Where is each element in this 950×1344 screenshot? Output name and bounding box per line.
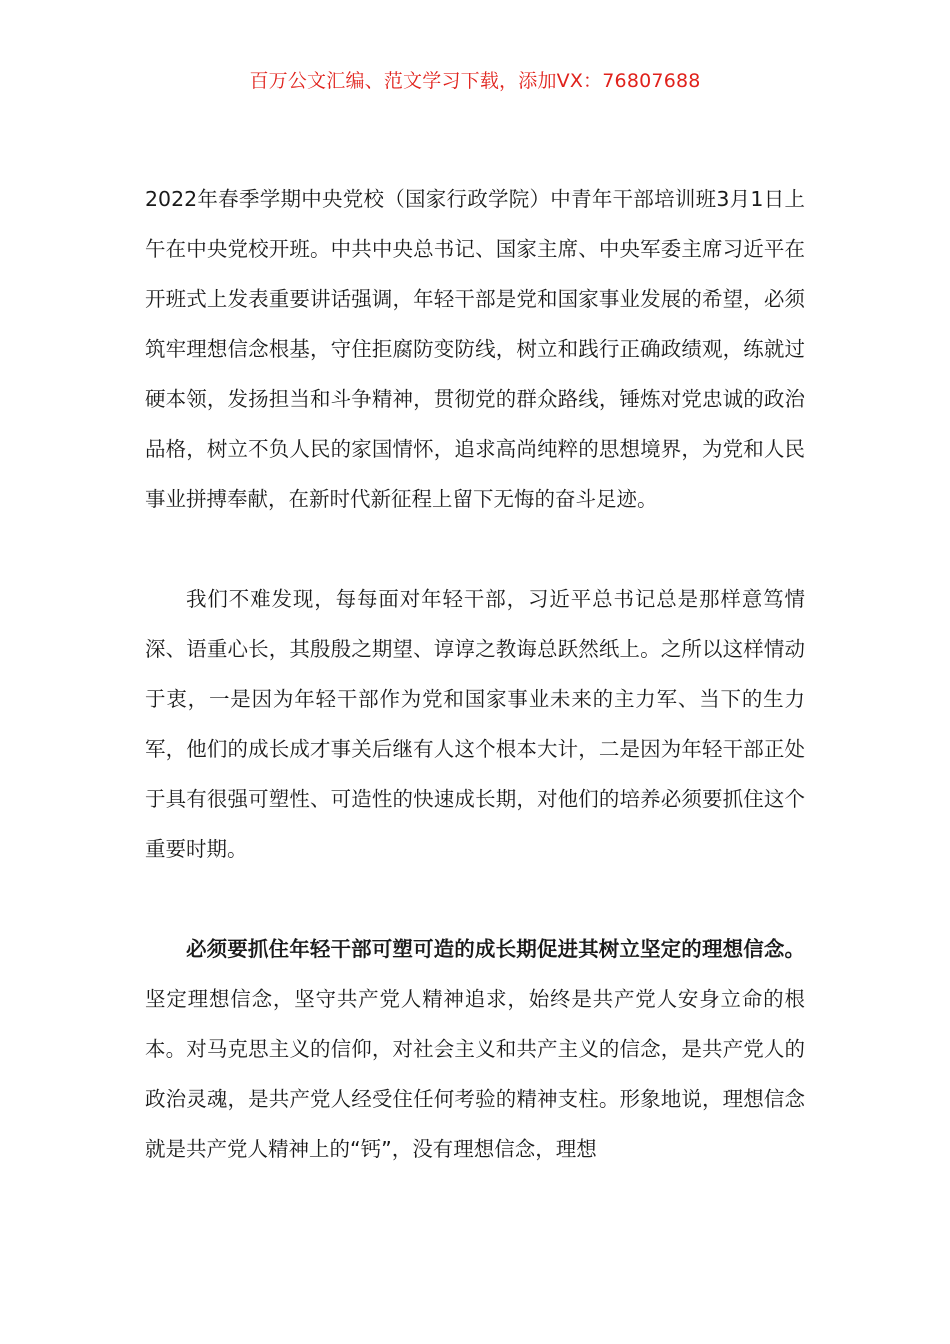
paragraph-intro: 2022年春季学期中央党校（国家行政学院）中青年干部培训班3月1日上午在中央党校开班。中共中央总书记、国家主席、中央军委主席习近平在开班式上发表重要讲话强调，年轻干部是党和国家事业发展的希望，必须筑牢理想信念根基，守住拒腐防变防线，树立和践行正确政绩观，练就过硬本领，发扬担当和斗争精神，贯彻党的群众路线，锤炼对党忠诚的政治品格，树立不负人民的家国情怀，追求高尚纯粹的思想境界，为党和人民事业拼搏奉献，在新时代新征程上留下无悔的奋斗足迹。 (145, 187, 805, 511)
download-notice: 百万公文汇编、范文学习下载，添加VX：76807688 (249, 70, 701, 92)
paragraph-ideals-text: 坚定理想信念，坚守共产党人精神追求，始终是共产党人安身立命的根本。对马克思主义的信仰，对社会主义和共产主义的信念，是共产党人的政治灵魂，是共产党人经受住任何考验的精神支柱。形象地说，理想信念就是共产党人精神上的“钙”，没有理想信念，理想 (145, 987, 805, 1161)
paragraph-heading: 必须要抓住年轻干部可塑可造的成长期促进其树立坚定的理想信念。 (186, 937, 805, 961)
document-body (145, 174, 805, 1224)
paragraph-ideals (145, 924, 805, 1174)
paragraph-analysis: 我们不难发现，每每面对年轻干部，习近平总书记总是那样意笃情深、语重心长，其殷殷之期望、谆谆之教诲总跃然纸上。之所以这样情动于衷，一是因为年轻干部作为党和国家事业未来的主力军、当下的生力军，他们的成长成才事关后继有人这个根本大计，二是因为年轻干部正处于具有很强可塑性、可造性的快速成长期，对他们的培养必须要抓住这个重要时期。 (145, 587, 805, 861)
